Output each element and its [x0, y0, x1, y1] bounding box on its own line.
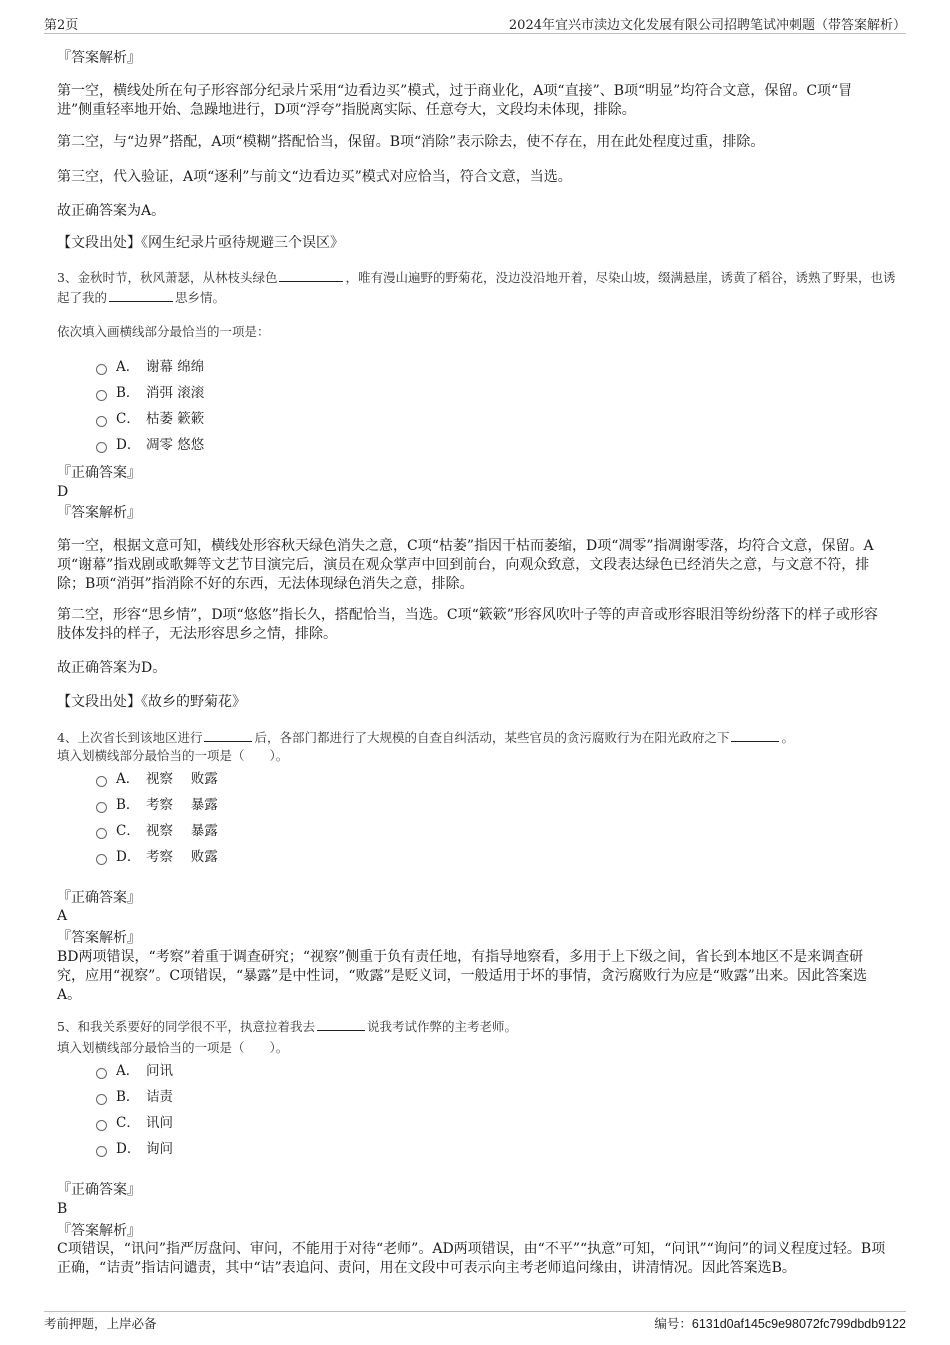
q4-analysis-label: 『答案解析』: [57, 930, 141, 946]
radio-icon[interactable]: [96, 854, 107, 865]
radio-icon[interactable]: [96, 828, 107, 839]
footer-slogan: 考前押题，上岸必备: [44, 1316, 157, 1331]
option-text: 凋零 悠悠: [146, 437, 205, 453]
radio-icon[interactable]: [96, 416, 107, 427]
option-letter: B．: [116, 385, 140, 401]
q5-option-d[interactable]: [96, 1139, 173, 1159]
q5-stem-part-b: 说我考试作弊的主考老师。: [366, 1019, 517, 1034]
q3-option-a[interactable]: [96, 357, 204, 377]
document-title: 2024年宜兴市渎边文化发展有限公司招聘笔试冲刺题（带答案解析）: [508, 18, 906, 33]
option-letter: C．: [116, 411, 140, 427]
option-text: 诘责: [146, 1089, 173, 1105]
option-letter: D．: [116, 849, 141, 865]
option-letter: A．: [116, 1063, 140, 1079]
q4-answer-label: 『正确答案』: [57, 890, 141, 906]
q3-option-c[interactable]: [96, 409, 204, 429]
radio-icon[interactable]: [96, 442, 107, 453]
header-divider: [44, 33, 906, 34]
footer-code: [654, 1314, 906, 1332]
option-text: 消弭 滚滚: [146, 385, 205, 401]
q3-option-d[interactable]: [96, 435, 204, 455]
radio-icon[interactable]: [96, 390, 107, 401]
q3-conclusion: 故正确答案为D。: [57, 660, 167, 676]
q5-blank-1: [317, 1017, 365, 1031]
option-text: 考察 暴露: [146, 797, 218, 813]
q5-option-a[interactable]: [96, 1061, 173, 1081]
radio-icon[interactable]: [96, 1094, 107, 1105]
q2-analysis-p1: 第一空，横线处所在句子形容部分纪录片采用“边看边买”模式，过于商业化，A项“直接”、B项“明显”均符合文意，保留。C项“冒进”侧重轻率地开始、急躁地进行，D项“浮夸”指脱离实际、任意夸大，文段均未体现，排除。: [57, 83, 853, 118]
q4-option-a[interactable]: [96, 769, 218, 789]
option-text: 视察 暴露: [146, 823, 218, 839]
option-text: 考察 败露: [146, 849, 218, 865]
footer-code-label: 编号：: [654, 1316, 692, 1331]
option-text: 枯萎 簌簌: [146, 411, 205, 427]
option-text: 谢幕 绵绵: [146, 359, 205, 375]
analysis-label: 『答案解析』: [57, 50, 141, 66]
radio-icon[interactable]: [96, 364, 107, 375]
q4-option-c[interactable]: [96, 821, 218, 841]
option-text: 问讯: [146, 1063, 173, 1079]
option-letter: A．: [116, 771, 140, 787]
q2-analysis-p2: 第二空，与“边界”搭配，A项“模糊”搭配恰当，保留。B项“消除”表示除去，使不存在，用在此处程度过重，排除。: [57, 134, 765, 150]
q4-analysis: BD两项错误，“考察”着重于调查研究；“视察”侧重于负有责任地，有指导地察看，多用于上下级之间，省长到本地区不是来调查研究，应用“视察”。C项错误，“暴露”是中性词，“败露”是贬义词，一般适用于坏的事情，贪污腐败行为应是“败露”出来。因此答案选A。: [57, 949, 867, 1003]
q3-option-b[interactable]: [96, 383, 204, 403]
option-text: 视察 败露: [146, 771, 218, 787]
q3-stem-part-a: 3、金秋时节，秋风萧瑟，从林枝头绿色: [57, 270, 278, 285]
page-number: 第2页: [44, 18, 79, 33]
q3-analysis-label: 『答案解析』: [57, 505, 141, 521]
q3-answer-label: 『正确答案』: [57, 465, 141, 481]
q2-source: 【文段出处】《网生纪录片亟待规避三个误区》: [57, 235, 344, 251]
q4-answer: A: [57, 908, 68, 924]
q4-blank-2: [731, 728, 779, 742]
q5-answer: B: [57, 1201, 68, 1217]
q3-answer: D: [57, 484, 69, 500]
option-letter: C．: [116, 823, 140, 839]
q5-answer-label: 『正确答案』: [57, 1182, 141, 1198]
q4-blank-1: [204, 728, 252, 742]
q3-stem: [57, 268, 905, 308]
q5-stem: [57, 1017, 905, 1037]
q3-stem-part-c: 思乡情。: [175, 290, 226, 305]
q2-conclusion: 故正确答案为A。: [57, 203, 166, 219]
q3-source: 【文段出处】《故乡的野菊花》: [57, 694, 246, 710]
option-letter: B．: [116, 797, 140, 813]
option-text: 询问: [146, 1141, 173, 1157]
q5-analysis-label: 『答案解析』: [57, 1223, 141, 1239]
q5-prompt: 填入划横线部分最恰当的一项是（ ）。: [57, 1040, 289, 1055]
q4-stem-part-a: 4、上次省长到该地区进行: [57, 730, 203, 745]
q4-prompt: 填入划横线部分最恰当的一项是（ ）。: [57, 748, 289, 763]
q3-blank-1: [279, 268, 343, 282]
q2-analysis-p3: 第三空，代入验证，A项“逐利”与前文“边看边买”模式对应恰当，符合文意，当选。: [57, 169, 572, 185]
q4-option-d[interactable]: [96, 847, 218, 867]
radio-icon[interactable]: [96, 776, 107, 787]
option-letter: B．: [116, 1089, 140, 1105]
q3-stem-part-b: ，唯有漫山遍野的野菊花，没边没沿地开着，尽染山坡，缀满悬崖，诱黄了稻谷，诱熟了野果，也诱起了我的: [57, 270, 896, 305]
radio-icon[interactable]: [96, 1146, 107, 1157]
q3-blank-2: [109, 288, 173, 302]
q5-analysis: C项错误，“讯问”指严厉盘问、审问，不能用于对待“老师”。AD两项错误，由“不平”“执意”可知，“问讯”“询问”的词义程度过轻。B项正确，“诘责”指诘问谴责，其中“诘”表追问、责问，用在文段中可表示向主考老师追问缘由，讲清情况。因此答案选B。: [57, 1241, 886, 1276]
q5-stem-part-a: 5、和我关系要好的同学很不平，执意拉着我去: [57, 1019, 315, 1034]
footer-divider: [44, 1311, 906, 1312]
option-letter: A．: [116, 359, 140, 375]
option-text: 讯问: [146, 1115, 173, 1131]
radio-icon[interactable]: [96, 1068, 107, 1079]
footer-code-value: 6131d0af145c9e98072fc799dbdb9122: [691, 1317, 906, 1331]
q4-stem: [57, 728, 905, 748]
q4-stem-part-b: 后，各部门都进行了大规模的自查自纠活动，某些官员的贪污腐败行为在阳光政府之下: [254, 730, 730, 745]
q5-option-c[interactable]: [96, 1113, 173, 1133]
option-letter: D．: [116, 1141, 141, 1157]
option-letter: D．: [116, 437, 141, 453]
option-letter: C．: [116, 1115, 140, 1131]
q3-analysis-p2: 第二空，形容“思乡情”，D项“悠悠”指长久，搭配恰当，当选。C项“簌簌”形容风吹叶子等的声音或形容眼泪等纷纷落下的样子或形容肢体发抖的样子，无法形容思乡之情，排除。: [57, 607, 878, 642]
radio-icon[interactable]: [96, 1120, 107, 1131]
q4-option-b[interactable]: [96, 795, 218, 815]
q4-stem-part-c: 。: [781, 730, 794, 745]
q5-option-b[interactable]: [96, 1087, 173, 1107]
q3-analysis-p1: 第一空，根据文意可知，横线处形容秋天绿色消失之意，C项“枯萎”指因干枯而萎缩，D项“凋零”指凋谢零落，均符合文意，保留。A项“谢幕”指戏剧或歌舞等文艺节目演完后，演员在观众掌声中回到前台，向观众致意，文段表达绿色已经消失之意，与文意不符，排除；B项“消弭”指消除不好的东西，无法体现绿色消失之意，排除。: [57, 538, 874, 592]
radio-icon[interactable]: [96, 802, 107, 813]
q3-prompt: 依次填入画横线部分最恰当的一项是：: [57, 324, 270, 339]
